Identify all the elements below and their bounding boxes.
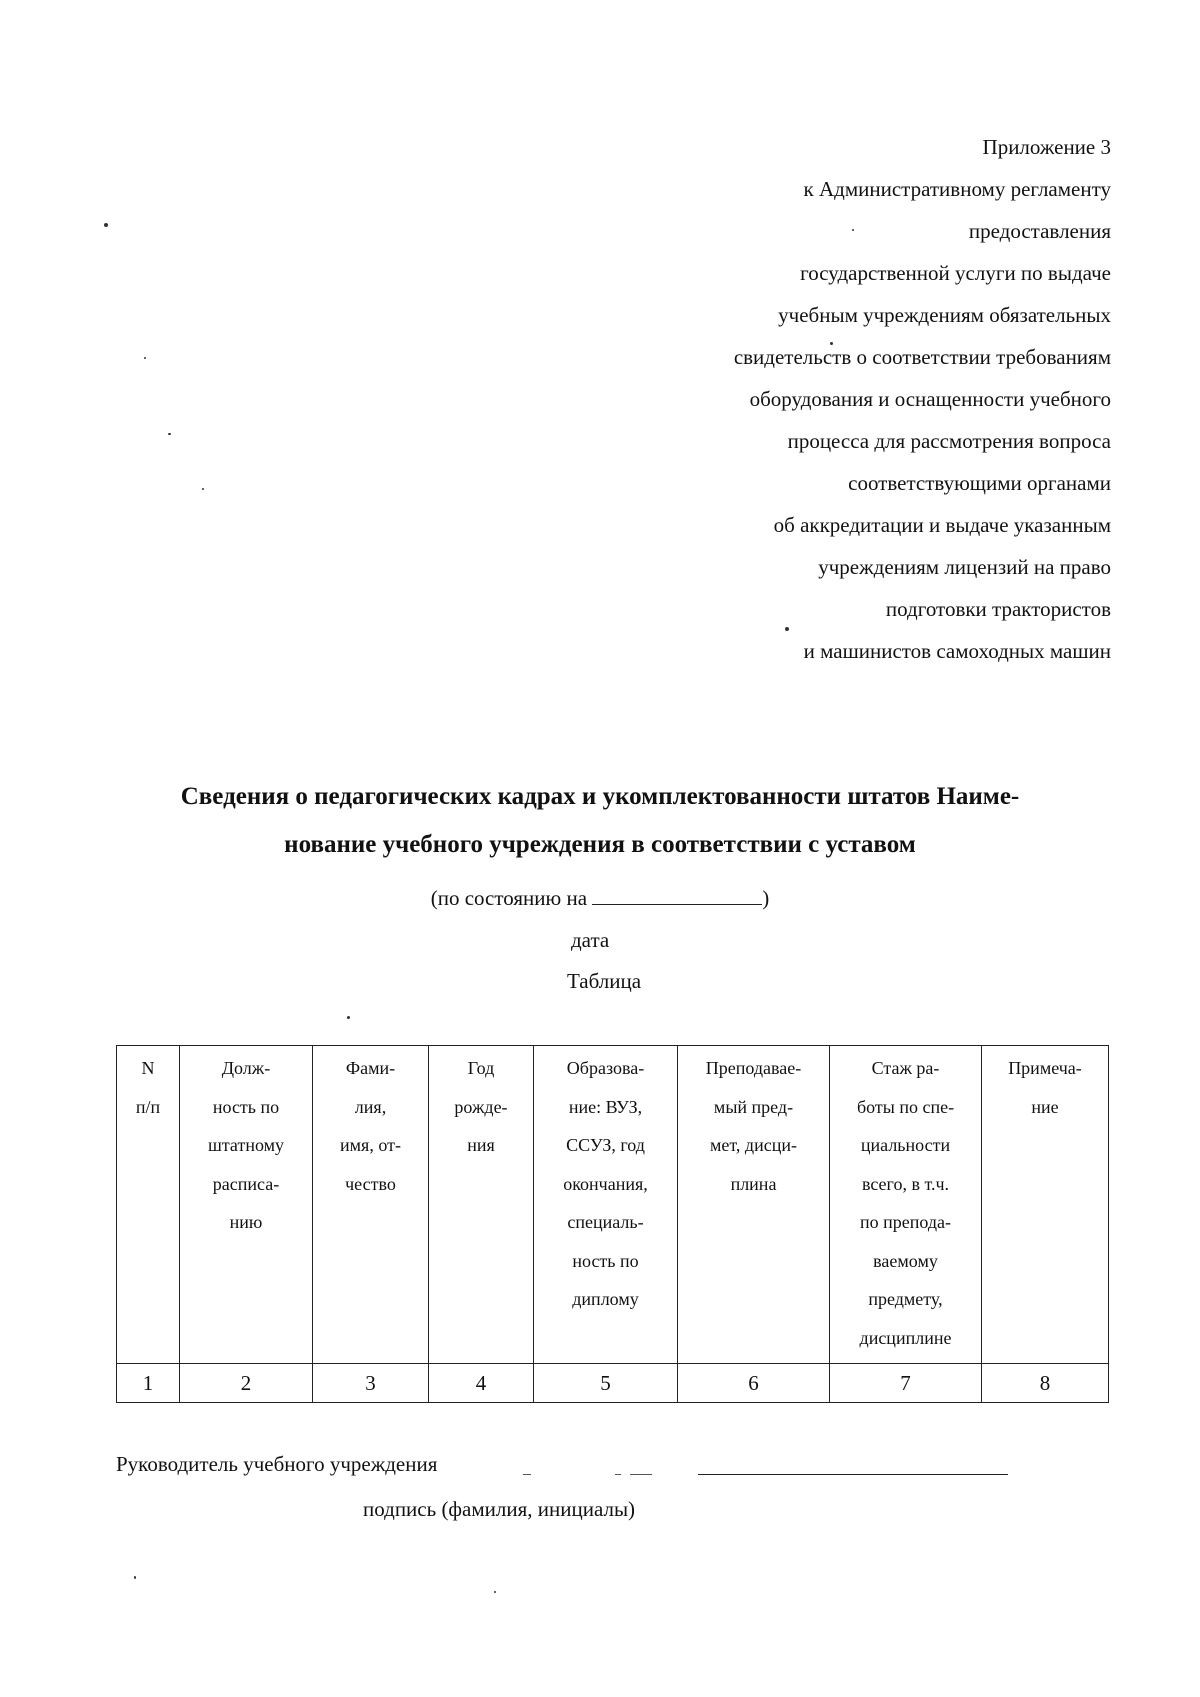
as-of-line bbox=[0, 883, 1200, 913]
scan-speck bbox=[494, 1591, 496, 1593]
appendix-line: учреждениям лицензий на право bbox=[818, 555, 1111, 579]
scan-speck bbox=[134, 1576, 136, 1579]
title-line-2: нование учебного учреждения в соответствии с уставом bbox=[284, 831, 916, 858]
signature-caption: подпись (фамилия, инициалы) bbox=[363, 1497, 636, 1521]
column-number-row bbox=[117, 1364, 1109, 1403]
header-cell-education: Образова- ние: ВУЗ, ССУЗ, год окончания, специаль- ность по диплому bbox=[534, 1046, 678, 1364]
column-number-cell: 2 bbox=[180, 1364, 313, 1403]
appendix-line: об аккредитации и выдаче указанным bbox=[773, 513, 1111, 537]
signature-line[interactable] bbox=[698, 1474, 1008, 1475]
header-cell-position: Долж- ность по штатному расписа- нию bbox=[180, 1046, 313, 1364]
column-number-cell: 1 bbox=[117, 1364, 180, 1403]
appendix-line: процесса для рассмотрения вопроса bbox=[787, 429, 1111, 453]
appendix-line: к Административному регламенту bbox=[803, 177, 1111, 201]
title-line-1: Сведения о педагогических кадрах и укомплектованности штатов Наиме- bbox=[180, 783, 1020, 810]
appendix-header bbox=[734, 126, 1111, 672]
header-cell-birth-year: Год рожде- ния bbox=[429, 1046, 534, 1364]
scan-speck bbox=[104, 223, 108, 227]
appendix-line: государственной услуги по выдаче bbox=[800, 261, 1111, 285]
header-cell-number: N п/п bbox=[117, 1046, 180, 1364]
scan-speck bbox=[202, 488, 204, 490]
staff-table bbox=[116, 1045, 1109, 1403]
scan-speck bbox=[852, 229, 854, 231]
appendix-line: оборудования и оснащенности учебного bbox=[749, 387, 1111, 411]
column-number-cell: 5 bbox=[534, 1364, 678, 1403]
appendix-line: свидетельств о соответствии требованиям bbox=[733, 345, 1111, 369]
header-cell-experience: Стаж ра- боты по спе- циальности всего, в т.ч. по препода- ваемому предмету, дисциплине bbox=[830, 1046, 982, 1364]
date-blank-field[interactable] bbox=[592, 886, 762, 905]
header-cell-notes: Примеча- ние bbox=[982, 1046, 1109, 1364]
scan-speck bbox=[347, 1016, 350, 1019]
appendix-line: подготовки трактористов bbox=[885, 597, 1111, 621]
signature-dash bbox=[523, 1474, 531, 1475]
appendix-line: Приложение 3 bbox=[982, 135, 1111, 159]
column-number-cell: 8 bbox=[982, 1364, 1109, 1403]
appendix-line: и машинистов самоходных машин bbox=[803, 639, 1111, 663]
appendix-line: соответствующими органами bbox=[848, 471, 1111, 495]
head-of-institution-label: Руководитель учебного учреждения bbox=[116, 1452, 438, 1476]
table-label: Таблица bbox=[567, 969, 642, 993]
as-of-suffix: ) bbox=[762, 886, 770, 910]
scan-speck bbox=[785, 627, 789, 631]
date-note: дата bbox=[571, 928, 610, 952]
scan-speck bbox=[144, 357, 146, 359]
signature-dash bbox=[615, 1474, 621, 1475]
column-number-cell: 3 bbox=[313, 1364, 429, 1403]
appendix-line: предоставления bbox=[968, 219, 1111, 243]
header-cell-full-name: Фами- лия, имя, от- чество bbox=[313, 1046, 429, 1364]
as-of-prefix: (по состоянию на bbox=[430, 886, 593, 910]
header-cell-subject: Преподавае- мый пред- мет, дисци- плина bbox=[678, 1046, 830, 1364]
column-number-cell: 6 bbox=[678, 1364, 830, 1403]
document-title bbox=[100, 773, 1100, 869]
appendix-line: учебным учреждениям обязательных bbox=[778, 303, 1111, 327]
table-header-row bbox=[117, 1046, 1109, 1364]
column-number-cell: 4 bbox=[429, 1364, 534, 1403]
scan-speck bbox=[830, 342, 833, 345]
signature-dash bbox=[630, 1474, 652, 1475]
column-number-cell: 7 bbox=[830, 1364, 982, 1403]
scan-speck bbox=[168, 433, 171, 435]
